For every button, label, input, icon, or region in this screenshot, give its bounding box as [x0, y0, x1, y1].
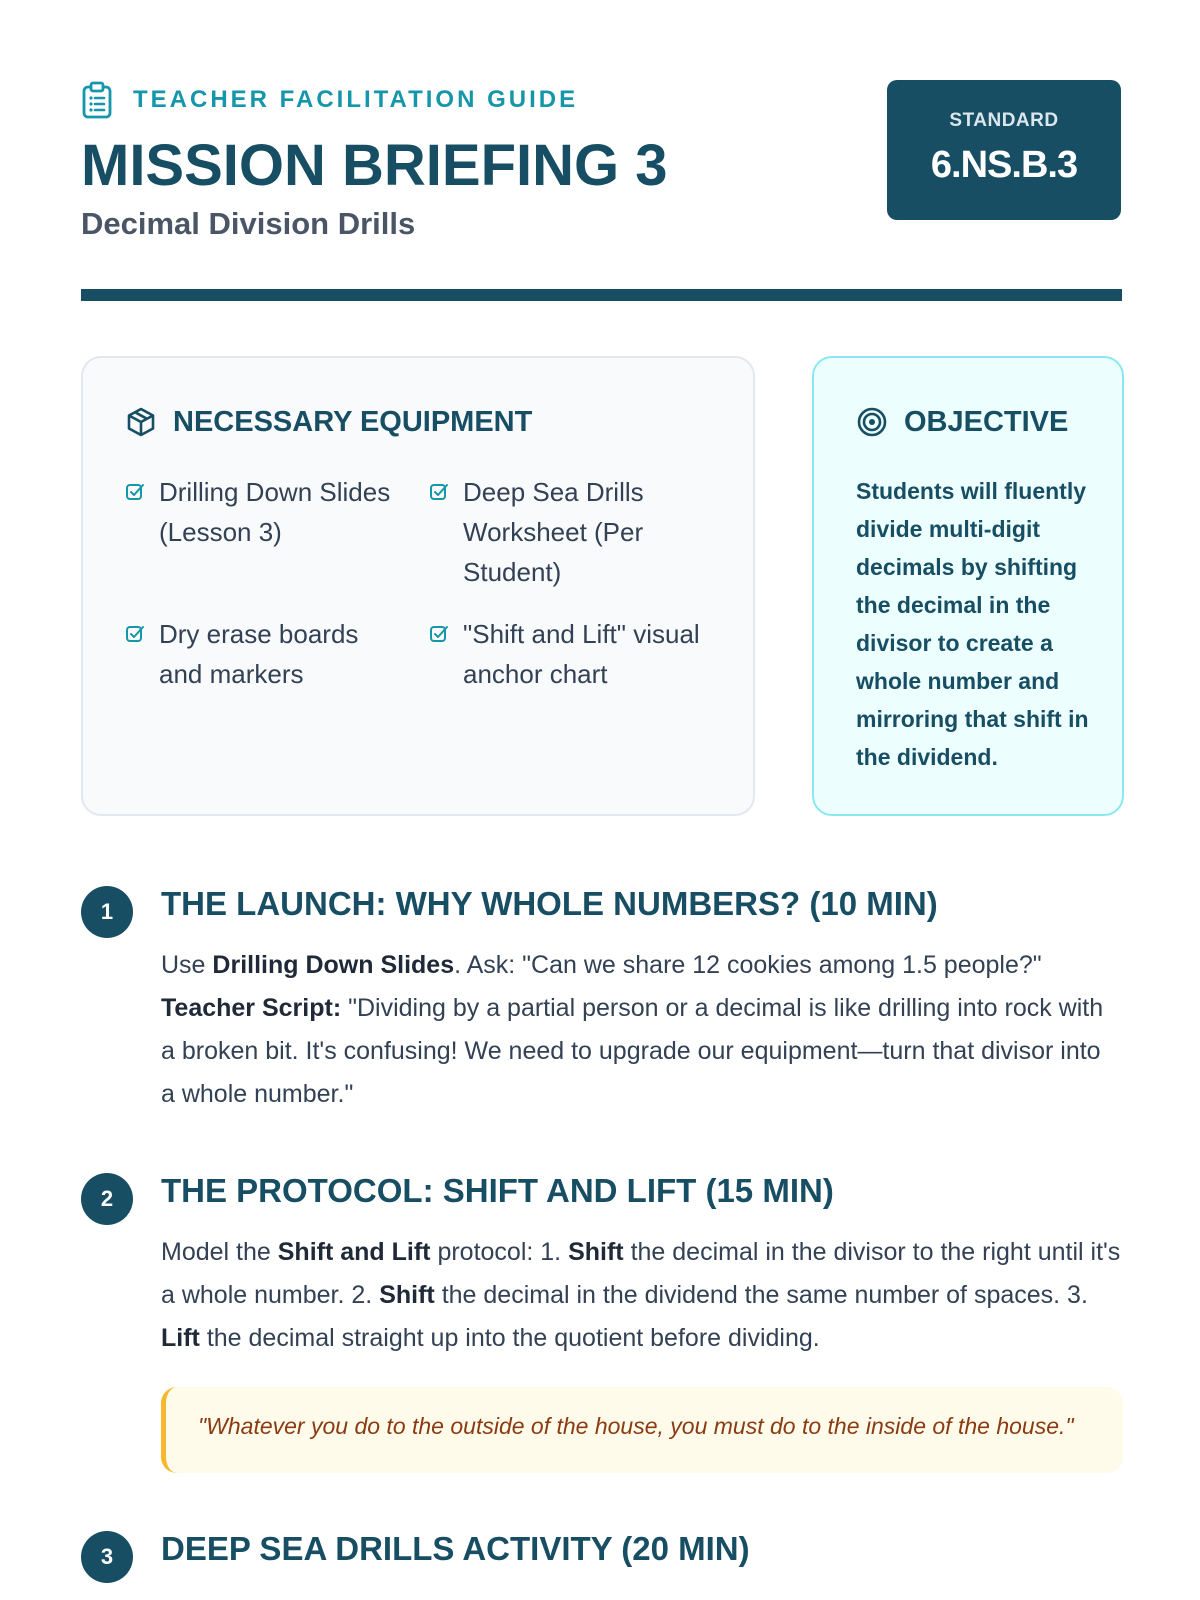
standard-badge	[887, 80, 1121, 220]
body-bold: Teacher Script:	[161, 994, 342, 1022]
header-divider	[81, 289, 1122, 301]
step-body	[161, 944, 1121, 1116]
objective-title: OBJECTIVE	[904, 405, 1069, 438]
list-item	[429, 614, 719, 694]
checkbox-icon	[429, 482, 449, 502]
objective-header	[856, 402, 1068, 442]
body-bold: Drilling Down Slides	[212, 951, 455, 979]
step-1	[81, 882, 1123, 1122]
standard-value: 6.NS.B.3	[930, 144, 1078, 186]
clipboard-list-icon	[81, 81, 115, 119]
equipment-card	[81, 356, 755, 816]
step-body	[161, 1231, 1121, 1360]
standard-label: STANDARD	[949, 110, 1059, 131]
list-item	[125, 614, 395, 694]
body-text: Model the	[161, 1238, 278, 1266]
equipment-item-label: Dry erase boards and markers	[159, 619, 359, 689]
checkbox-icon	[125, 624, 145, 644]
target-icon	[856, 405, 890, 439]
body-text: "Dividing by a partial person or a decimal is like drilling into rock with a broken bit. It's confusing! We need to upgrade our equipment—turn that divisor into a whole number."	[161, 994, 1104, 1108]
body-text: Use	[161, 951, 213, 979]
equipment-item-label: Drilling Down Slides (Lesson 3)	[159, 477, 391, 547]
step-number: 3	[81, 1531, 133, 1583]
checkbox-icon	[429, 624, 449, 644]
body-text: the decimal straight up into the quotient before dividing.	[199, 1324, 820, 1352]
step-title: THE LAUNCH: WHY WHOLE NUMBERS? (10 MIN)	[161, 885, 938, 922]
list-item	[429, 472, 699, 592]
checkbox-icon	[125, 482, 145, 502]
step-2	[81, 1169, 1123, 1479]
step-number: 1	[81, 886, 133, 938]
equipment-title: NECESSARY EQUIPMENT	[173, 405, 533, 438]
header	[81, 80, 1121, 240]
equipment-header	[125, 402, 532, 442]
body-text: the decimal in the dividend the same number of spaces. 3.	[434, 1281, 1088, 1309]
quote-callout	[161, 1387, 1123, 1473]
eyebrow-text: TEACHER FACILITATION GUIDE	[133, 86, 579, 113]
list-item	[125, 472, 395, 552]
step-number: 2	[81, 1173, 133, 1225]
equipment-item-label: Deep Sea Drills Worksheet (Per Student)	[463, 477, 644, 587]
body-bold: Shift and Lift	[277, 1238, 431, 1266]
step-title: DEEP SEA DRILLS ACTIVITY (20 MIN)	[161, 1530, 750, 1567]
body-bold: Shift	[568, 1238, 624, 1266]
eyebrow	[81, 80, 578, 120]
page-subtitle: Decimal Division Drills	[81, 206, 416, 241]
step-title: THE PROTOCOL: SHIFT AND LIFT (15 MIN)	[161, 1172, 834, 1209]
body-text: the decimal in the divisor to the right until it's a whole number. 2.	[161, 1238, 1121, 1309]
body-text: . Ask: "Can we share 12 cookies among 1.5 people?"	[454, 951, 1042, 979]
body-text: protocol: 1.	[430, 1238, 569, 1266]
body-bold: Lift	[161, 1324, 200, 1352]
objective-text: Students will fluently divide multi-digit decimals by shifting the decimal in the divisor to create a whole number and mirroring that shift in the dividend.	[856, 478, 1089, 770]
quote-text: "Whatever you do to the outside of the house, you must do to the inside of the house."	[198, 1413, 1074, 1439]
body-bold: Shift	[379, 1281, 435, 1309]
page-title: MISSION BRIEFING 3	[81, 133, 668, 198]
step-3	[81, 1527, 1123, 1587]
package-icon	[125, 405, 159, 439]
equipment-item-label: "Shift and Lift" visual anchor chart	[463, 619, 700, 689]
objective-card	[812, 356, 1124, 816]
